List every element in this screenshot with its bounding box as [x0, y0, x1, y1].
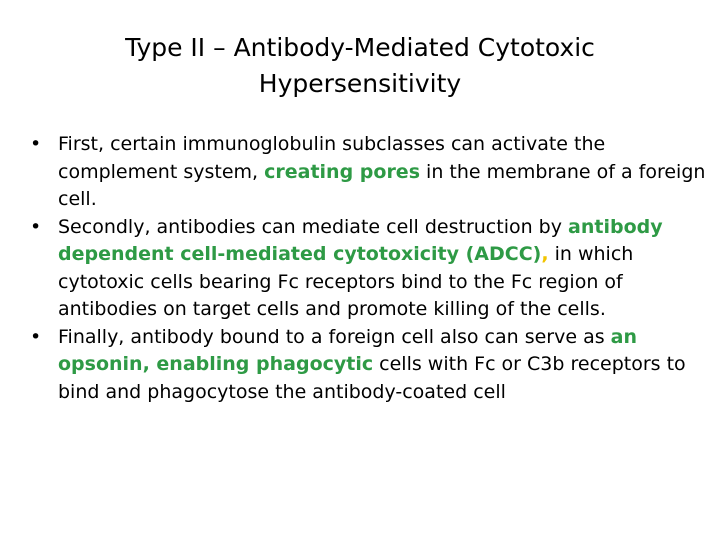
bullet-list — [28, 131, 708, 406]
bullet-text: Secondly, antibodies can mediate cell destruction by — [58, 215, 569, 238]
highlight-text: creating pores — [264, 160, 421, 183]
highlight-text: antibody dependent cell-mediated cytotoxicity (ADCC) — [58, 215, 663, 265]
bullet-icon: • — [30, 215, 42, 238]
bullet-text: cells with Fc or C3b receptors to bind and phagocytose the antibody-coated cell — [58, 353, 686, 403]
bullet-text: in which cytotoxic cells bearing Fc receptors bind to the Fc region of antibodies on target cells and promote killing of the cells. — [58, 243, 634, 320]
bullet-item-adcc — [28, 214, 708, 324]
bullet-item-opsonin — [28, 324, 708, 407]
bullet-icon: • — [30, 325, 42, 348]
slide-title-line-1: Type II – Antibody-Mediated Cytotoxic — [125, 33, 595, 62]
bullet-text: Finally, antibody bound to a foreign cell also can serve as — [58, 325, 611, 348]
highlight-comma: , — [541, 243, 549, 265]
slide-title-line-2: Hypersensitivity — [258, 69, 462, 98]
highlight-text: an opsonin, enabling phagocytic — [58, 325, 638, 375]
slide-title — [60, 30, 660, 102]
bullet-item-complement — [28, 131, 708, 214]
bullet-icon: • — [30, 133, 42, 155]
bullet-text: in the membrane of a foreign cell. — [58, 160, 706, 210]
bullet-text: First, certain immunoglobulin subclasses can activate the complement system, — [58, 133, 606, 183]
